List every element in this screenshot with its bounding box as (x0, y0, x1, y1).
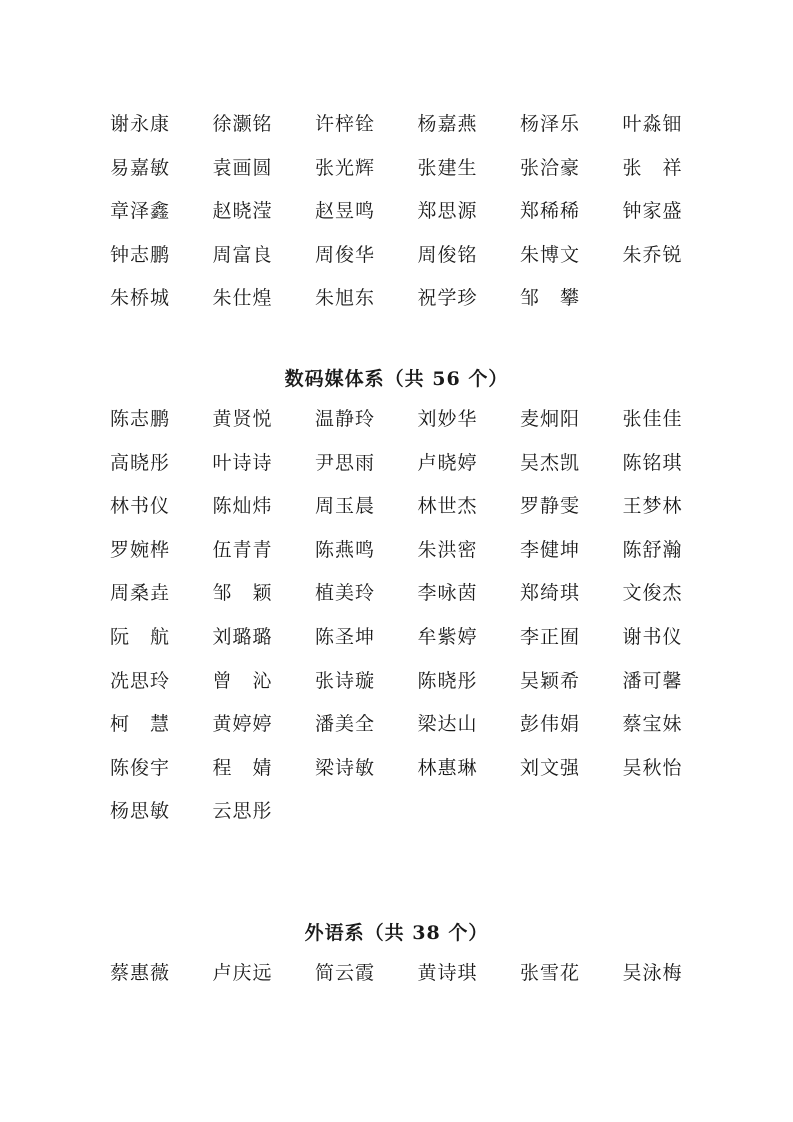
name-cell: 冼思玲 (110, 669, 171, 692)
name-cell: 柯 慧 (110, 713, 171, 736)
name-cell: 袁画圆 (212, 156, 273, 179)
name-cell: 卢晓婷 (417, 451, 478, 474)
name-list-digital-media (110, 407, 710, 843)
name-cell: 章泽鑫 (110, 200, 171, 223)
name-cell: 牟紫婷 (417, 625, 478, 648)
name-cell: 陈燕鸣 (315, 538, 376, 561)
name-cell: 郑稀稀 (520, 200, 581, 223)
name-cell: 徐灏铭 (212, 113, 273, 135)
name-cell: 潘可馨 (622, 669, 683, 692)
name-cell: 梁诗敏 (315, 756, 376, 779)
name-cell: 张光辉 (315, 156, 376, 179)
name-cell: 彭伟娟 (520, 713, 581, 736)
name-cell: 叶淼钿 (622, 113, 683, 135)
name-cell: 杨泽乐 (520, 113, 581, 135)
section-heading-digital-media: 数码媒体系（共 56 个） (284, 368, 509, 390)
name-cell: 朱洪密 (417, 538, 478, 561)
name-cell: 尹思雨 (315, 451, 376, 474)
name-row (110, 451, 710, 495)
name-cell: 程 婧 (212, 756, 273, 779)
name-cell: 周俊铭 (417, 243, 478, 266)
name-row (110, 756, 710, 800)
name-cell: 朱仕煌 (212, 287, 273, 310)
name-cell: 蔡惠薇 (110, 962, 171, 984)
name-cell: 刘璐璐 (212, 625, 273, 648)
name-cell: 吴泳梅 (622, 962, 683, 984)
name-cell: 陈灿炜 (212, 495, 273, 518)
name-cell: 刘妙华 (417, 408, 478, 430)
name-cell: 王梦林 (622, 495, 683, 518)
name-cell: 阮 航 (110, 625, 171, 648)
name-list-foreign-languages (110, 961, 710, 1005)
name-row (110, 625, 710, 669)
name-cell: 谢书仪 (622, 625, 683, 648)
name-cell: 李健坤 (520, 538, 581, 561)
name-cell: 朱乔锐 (622, 243, 683, 266)
name-cell: 张诗璇 (315, 669, 376, 692)
name-row (110, 112, 710, 156)
name-cell: 朱博文 (520, 243, 581, 266)
name-cell: 植美玲 (315, 582, 376, 605)
name-row (110, 286, 710, 330)
name-cell: 黄诗琪 (417, 962, 478, 984)
name-cell: 赵昱鸣 (315, 200, 376, 223)
name-cell: 温静玲 (315, 408, 376, 430)
name-cell: 陈舒瀚 (622, 538, 683, 561)
name-cell: 卢庆远 (212, 962, 273, 984)
name-cell: 梁达山 (417, 713, 478, 736)
name-cell: 高晓彤 (110, 451, 171, 474)
name-cell: 曾 沁 (212, 669, 273, 692)
name-cell: 张建生 (417, 156, 478, 179)
name-cell: 朱旭东 (315, 287, 376, 310)
name-cell: 钟志鹏 (110, 243, 171, 266)
name-cell: 伍青青 (212, 538, 273, 561)
name-cell: 赵晓滢 (212, 200, 273, 223)
name-cell: 罗婉桦 (110, 538, 171, 561)
name-cell: 吴颖希 (520, 669, 581, 692)
name-cell: 陈志鹏 (110, 408, 171, 430)
name-cell: 林书仪 (110, 495, 171, 518)
name-row (110, 581, 710, 625)
name-row (110, 494, 710, 538)
name-cell: 陈晓彤 (417, 669, 478, 692)
name-cell: 周玉晨 (315, 495, 376, 518)
name-cell: 陈圣坤 (315, 625, 376, 648)
name-cell: 易嘉敏 (110, 156, 171, 179)
name-cell: 陈俊宇 (110, 756, 171, 779)
name-cell: 朱桥城 (110, 287, 171, 310)
name-cell: 云思彤 (212, 800, 273, 823)
name-cell: 张佳佳 (622, 408, 683, 430)
name-row (110, 538, 710, 582)
name-row (110, 712, 710, 756)
name-cell: 麦炯阳 (520, 408, 581, 430)
name-cell: 郑绮琪 (520, 582, 581, 605)
name-cell: 周桑垚 (110, 582, 171, 605)
name-cell: 吴杰凯 (520, 451, 581, 474)
name-cell: 郑思源 (417, 200, 478, 223)
name-cell: 罗静雯 (520, 495, 581, 518)
name-cell: 钟家盛 (622, 200, 683, 223)
name-cell: 谢永康 (110, 113, 171, 135)
section-heading-foreign-languages: 外语系（共 38 个） (304, 922, 489, 944)
name-cell: 周俊华 (315, 243, 376, 266)
name-cell: 林世杰 (417, 495, 478, 518)
name-cell: 邹 攀 (520, 287, 581, 310)
name-row (110, 669, 710, 713)
name-cell: 林惠琳 (417, 756, 478, 779)
name-list-continued (110, 112, 710, 330)
name-cell: 张 祥 (622, 156, 683, 179)
name-cell: 张雪花 (520, 962, 581, 984)
name-cell: 李正囿 (520, 625, 581, 648)
name-cell: 祝学珍 (417, 287, 478, 310)
name-cell: 李咏茵 (417, 582, 478, 605)
name-cell: 文俊杰 (622, 582, 683, 605)
name-cell: 吴秋怡 (622, 756, 683, 779)
name-row (110, 243, 710, 287)
name-cell: 简云霞 (315, 962, 376, 984)
name-cell: 蔡宝妹 (622, 713, 683, 736)
name-cell: 许梓铨 (315, 113, 376, 135)
name-row (110, 799, 710, 843)
name-cell: 杨嘉燕 (417, 113, 478, 135)
name-cell: 张洽豪 (520, 156, 581, 179)
name-row (110, 156, 710, 200)
name-cell: 杨思敏 (110, 800, 171, 823)
name-row (110, 199, 710, 243)
name-cell: 邹 颖 (212, 582, 273, 605)
name-row (110, 407, 710, 451)
name-cell: 陈铭琪 (622, 451, 683, 474)
name-row (110, 961, 710, 1005)
name-cell: 叶诗诗 (212, 451, 273, 474)
name-cell: 潘美全 (315, 713, 376, 736)
name-cell: 黄婷婷 (212, 713, 273, 736)
name-cell: 刘文强 (520, 756, 581, 779)
name-cell: 周富良 (212, 243, 273, 266)
name-cell: 黄贤悦 (212, 408, 273, 430)
